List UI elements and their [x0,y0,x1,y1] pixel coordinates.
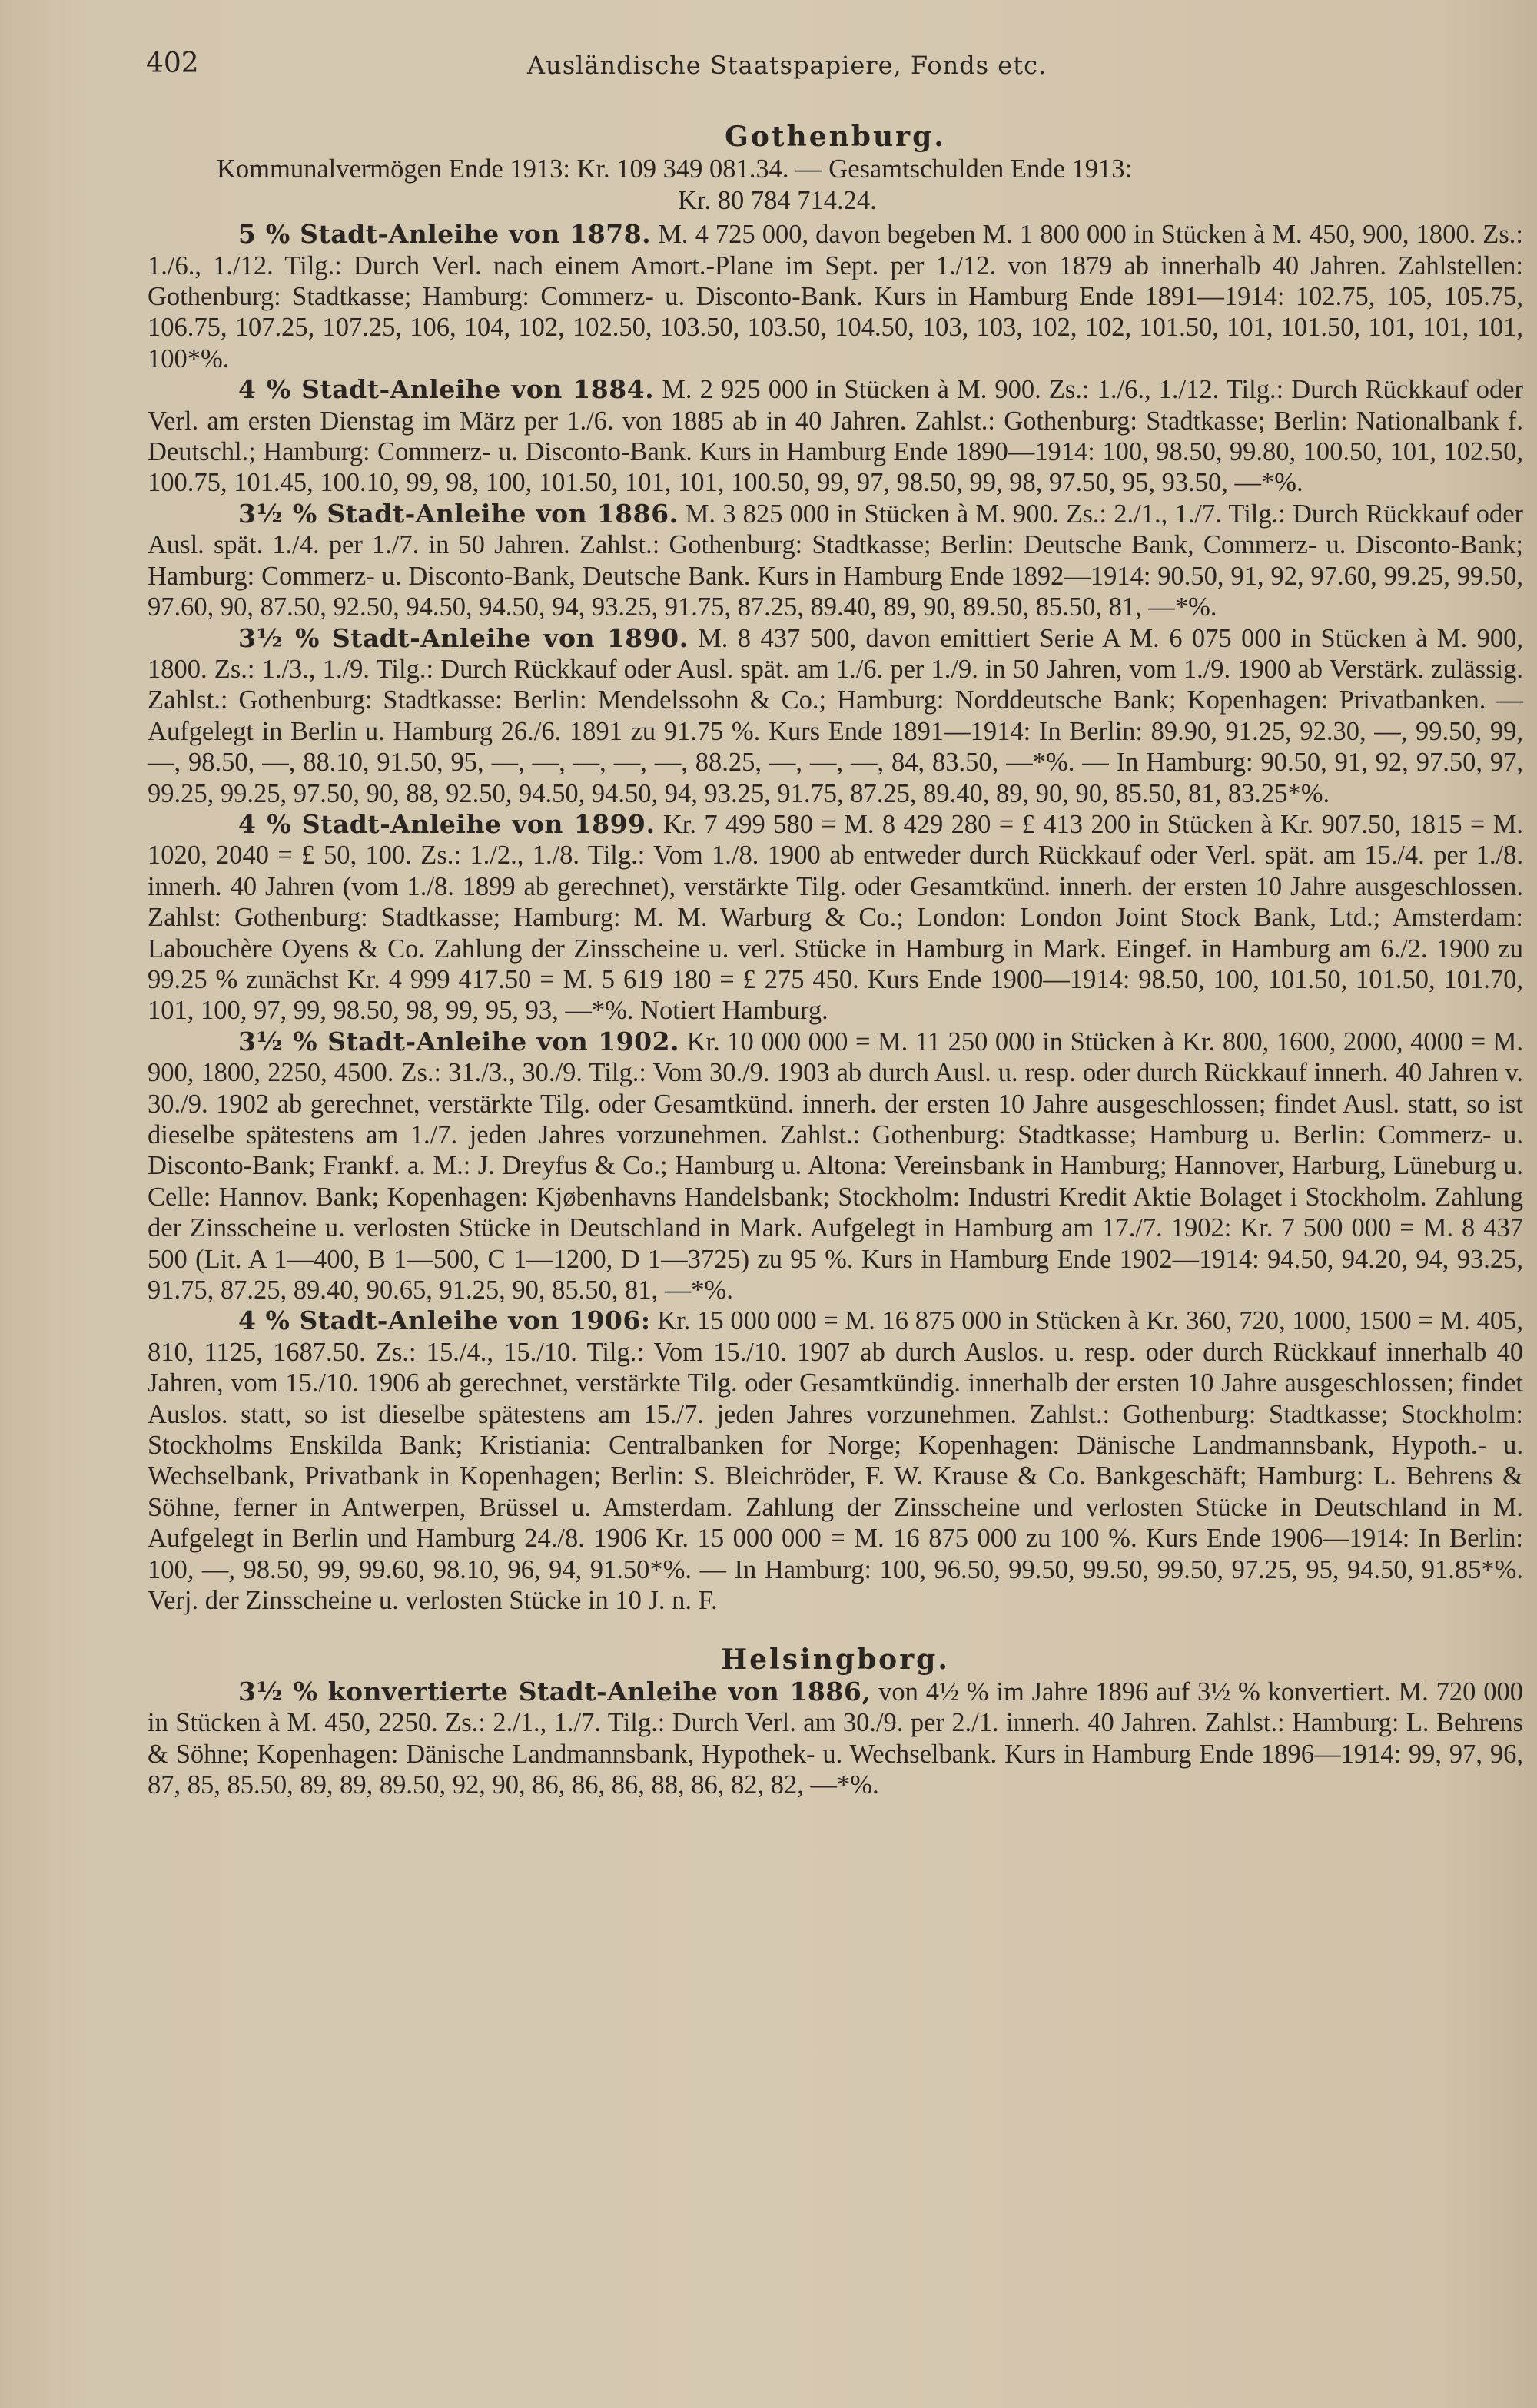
bond-text: M. 8 437 500, davon emittiert Serie A M. 6 075 000 in Stücken à M. 900, 1800. Zs.: 1./3., 1./9. Tilg.: Durch Rückkauf oder Ausl. spät. am 1./6. per 1./9. in 50 Jahren, vom 1./9. 1900 ab Verstärk. zulässig. Zahlst.: Gothenburg: Stadtkasse: Berlin: Mendelssohn & Co.; Hamburg: Norddeutsche Bank; Kopenhagen: Privatbanken. — Aufgelegt in Berlin u. Hamburg 26./6. 1891 zu 91.75 %. Kurs Ende 1891—1914: In Berlin: 89.90, 91.25, 92.30, —, 99.50, 99, —, 98.50, —, 88.10, 91.50, 95, —, —, —, —, —, 88.25, —, —, —, 84, 83.50, —*%. — In Hamburg: 90.50, 91, 92, 97.50, 97, 99.25, 99.25, 97.50, 90, 88, 92.50, 94.50, 94.50, 94, 93.25, 91.75, 87.25, 89.40, 89, 90, 90, 85.50, 81, 83.25*%. [148,623,1524,808]
bond-title: 4 % Stadt-Anleihe von 1884. [238,374,655,405]
bond-entry-1906 [148,1305,1523,1616]
bond-entry-1878 [148,219,1523,374]
page-content [148,121,1523,1801]
city-heading-helsingborg: Helsingborg. [721,1643,950,1676]
bond-title: 4 % Stadt-Anleihe von 1906: [238,1305,651,1336]
bond-text: M. 4 725 000, davon begeben M. 1 800 000 in Stücken à M. 450, 900, 1800. Zs.: 1./6., 1./12. Tilg.: Durch Verl. nach einem Amort.-Plane im Sept. per 1./12. von 1879 ab innerhalb 40 Jahren. Zahlstellen: Gothenburg: Stadtkasse; Hamburg: Commerz- u. Disconto-Bank. Kurs in Hamburg Ende 1891—1914: 102.75, 105, 105.75, 106.75, 107.25, 107.25, 106, 104, 102, 102.50, 103.50, 103.50, 104.50, 103, 103, 102, 102, 101.50, 101, 101.50, 101, 101, 101, 100*%. [148,220,1523,373]
bond-text: Kr. 7 499 580 = M. 8 429 280 = £ 413 200 in Stücken à Kr. 907.50, 1815 = M. 1020, 2040 = £ 50, 100. Zs.: 1./2., 1./8. Tilg.: Vom 1./8. 1900 ab entweder durch Rückkauf oder Verl. spät. am 15./4. per 1./8. innerh. 40 Jahren (vom 1./8. 1899 ab gerechnet), verstärkte Tilg. oder Gesamtkünd. innerh. der ersten 10 Jahre ausgeschlossen. Zahlst: Gothenburg: Stadtkasse; Hamburg: M. M. Warburg & Co.; London: London Joint Stock Bank, Ltd.; Amsterdam: Labouchère Oyens & Co. Zahlung der Zinsscheine u. verl. Stücke in Hamburg in Mark. Eingef. in Hamburg am 6./2. 1900 zu 99.25 % zunächst Kr. 4 999 417.50 = M. 5 619 180 = £ 275 450. Kurs Ende 1900—1914: 98.50, 100, 101.50, 101.50, 101.70, 101, 100, 97, 99, 98.50, 98, 99, 95, 93, —*%. Notiert Hamburg. [148,809,1523,1026]
bond-text: Kr. 10 000 000 = M. 11 250 000 in Stücken à Kr. 800, 1600, 2000, 4000 = M. 900, 1800, 2250, 4500. Zs.: 31./3., 30./9. Tilg.: Vom 30./9. 1903 ab durch Ausl. u. resp. oder durch Rückkauf innerh. 40 Jahren v. 30./9. 1902 ab gerechnet, verstärkte Tilg. oder Gesamtkünd. innerh. der ersten 10 Jahre ausgeschlossen; findet Ausl. statt, so ist dieselbe spätestens am 1./7. jeden Jahres vorzunehmen. Zahlst.: Gothenburg: Stadtkasse; Hamburg u. Berlin: Commerz- u. Disconto-Bank; Frankf. a. M.: J. Dreyfus & Co.; Hamburg u. Altona: Vereinsbank in Hamburg; Hannover, Harburg, Lüneburg u. Celle: Hannov. Bank; Kopenhagen: Kjøbenhavns Handelsbank; Stockholm: Industri Kredit Aktie Bolaget i Stockholm. Zahlung der Zinsscheine u. verlosten Stücke in Deutschland in Mark. Aufgelegt in Hamburg am 17./7. 1902: Kr. 7 500 000 = M. 8 437 500 (Lit. A 1—400, B 1—500, C 1—1200, D 1—3725) zu 95 %. Kurs in Hamburg Ende 1902—1914: 94.50, 94.20, 94, 93.25, 91.75, 87.25, 89.40, 90.65, 91.25, 90, 85.50, 81, —*%. [148,1027,1524,1305]
bond-title: 5 % Stadt-Anleihe von 1878. [238,219,652,250]
bond-title: 4 % Stadt-Anleihe von 1899. [238,808,656,839]
summary-line-2: Kr. 80 784 714.24. [678,185,877,215]
bond-entry-helsingborg-1886 [148,1677,1523,1801]
bond-title: 3½ % konvertierte Stadt-Anleihe von 1886, [238,1676,871,1706]
bond-text: von 4½ % im Jahre 1896 auf 3½ % konvertiert. M. 720 000 in Stücken à M. 450, 2250. Zs.: 2./1., 1./7. Tilg.: Durch Verl. am 30./9. per 2./1. innerh. 40 Jahren. Zahlst.: Hamburg: L. Behrens & Söhne; Kopenhagen: Dänische Landmannsbank, Hypothek- u. Wechselbank. Kurs in Hamburg Ende 1896—1914: 99, 97, 96, 87, 85, 85.50, 89, 89, 89.50, 92, 90, 86, 86, 86, 88, 86, 82, 82, —*%. [148,1677,1523,1800]
summary-line-1: Kommunalvermögen Ende 1913: Kr. 109 349 081.34. — Gesamtschulden Ende 1913: [217,154,1133,184]
city-heading-gothenburg: Gothenburg. [725,121,946,153]
bond-entry-1886 [148,499,1523,623]
running-title: Ausländische Staatspapiere, Fonds etc. [527,51,1047,80]
bond-text: M. 2 925 000 in Stücken à M. 900. Zs.: 1./6., 1./12. Tilg.: Durch Rückkauf oder Verl. am ersten Dienstag im März per 1./6. von 1885 ab in 40 Jahren. Zahlst.: Gothenburg: Stadtkasse; Berlin: Nationalbank f. Deutschl.; Hamburg: Commerz- u. Disconto-Bank. Kurs in Hamburg Ende 1890—1914: 100, 98.50, 99.80, 100.50, 101, 102.50, 100.75, 101.45, 100.10, 99, 98, 100, 101.50, 101, 101, 100.50, 99, 97, 98.50, 99, 98, 97.50, 95, 93.50, —*%. [148,375,1524,498]
bond-text: Kr. 15 000 000 = M. 16 875 000 in Stücken à Kr. 360, 720, 1000, 1500 = M. 405, 810, 1125, 1687.50. Zs.: 15./4., 15./10. Tilg.: Vom 15./10. 1907 ab durch Auslos. u. resp. oder durch Rückkauf innerhalb 40 Jahren, vom 15./10. 1906 ab gerechnet, verstärkte Tilg. oder Gesamtkündig. innerhalb der ersten 10 Jahre ausgeschlossen; findet Auslos. statt, so ist dieselbe spätestens am 15./7. jeden Jahres vorzunehmen. Zahlst.: Gothenburg: Stadtkasse; Stockholm: Stockholms Enskilda Bank; Kristiania: Centralbanken for Norge; Kopenhagen: Dänische Landmannsbank, Hypoth.- u. Wechselbank, Privatbank in Kopenhagen; Berlin: S. Bleichröder, F. W. Krause & Co. Bankgeschäft; Hamburg: L. Behrens & Söhne, ferner in Antwerpen, Brüssel u. Amsterdam. Zahlung der Zinsscheine und verlosten Stücke in Deutschland in M. Aufgelegt in Berlin und Hamburg 24./8. 1906 Kr. 15 000 000 = M. 16 875 000 zu 100 %. Kurs Ende 1906—1914: In Berlin: 100, —, 98.50, 99, 99.60, 98.10, 96, 94, 91.50*%. — In Hamburg: 100, 96.50, 99.50, 99.50, 99.50, 97.25, 95, 94.50, 91.85*%. Verj. der Zinsscheine u. verlosten Stücke in 10 J. n. F. [148,1306,1524,1616]
bond-entry-1884 [148,374,1523,499]
bond-title: 3½ % Stadt-Anleihe von 1890. [238,622,689,653]
bond-entry-1899 [148,809,1523,1027]
bond-text: M. 3 825 000 in Stücken à M. 900. Zs.: 2./1., 1./7. Tilg.: Durch Rückkauf oder Ausl. spät. 1./4. per 1./7. in 50 Jahren. Zahlst.: Gothenburg: Stadtkasse; Berlin: Deutsche Bank, Commerz- u. Disconto-Bank; Hamburg: Commerz- u. Disconto-Bank, Deutsche Bank. Kurs in Hamburg Ende 1892—1914: 90.50, 91, 92, 97.60, 99.25, 99.50, 97.60, 90, 87.50, 92.50, 94.50, 94.50, 94, 93.25, 91.75, 87.25, 89.40, 89, 90, 89.50, 85.50, 81, —*%. [148,499,1524,622]
bond-title: 3½ % Stadt-Anleihe von 1886. [238,498,679,529]
page-number: 402 [146,48,199,79]
bond-entry-1902 [148,1027,1523,1306]
bond-entry-1890 [148,623,1523,809]
city-summary-gothenburg [148,154,1523,216]
bond-title: 3½ % Stadt-Anleihe von 1902. [238,1026,680,1056]
page-header [146,48,1522,94]
